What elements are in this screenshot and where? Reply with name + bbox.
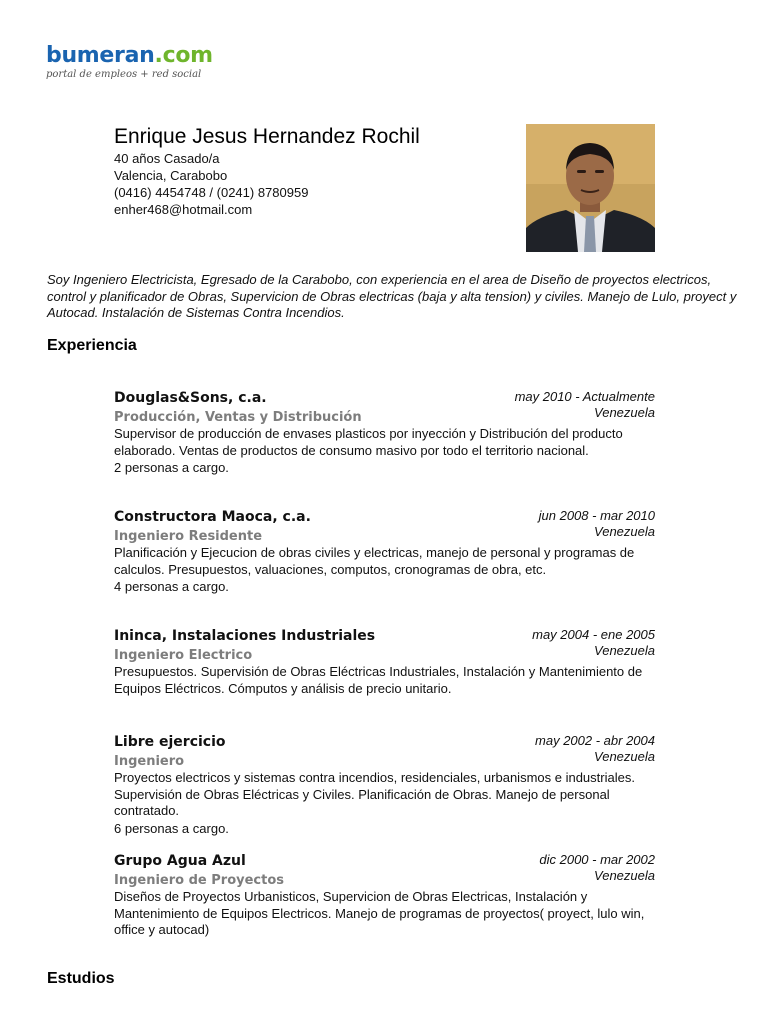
person-location: Valencia, Carabobo [114,168,228,183]
person-header [114,124,514,218]
logo-wordmark [46,44,213,68]
job-country: Venezuela [594,749,655,764]
job-role: Ingeniero Residente [114,529,263,544]
job-company: Ininca, Instalaciones Industriales [114,628,376,644]
job-country: Venezuela [594,868,655,883]
profile-photo-image [526,124,655,252]
section-title-experience: Experiencia [47,337,137,354]
job-entry [114,733,655,837]
person-email: enher468@hotmail.com [114,202,253,217]
person-age-status: 40 años Casado/a [114,151,220,166]
job-staff: 2 personas a cargo. [114,460,229,475]
job-entry [114,508,655,596]
job-role: Ingeniero [114,754,185,769]
job-role: Ingeniero de Proyectos [114,873,285,888]
job-description: Supervisor de producción de envases plasticos por inyección y Distribución del producto elaborado. Ventas de productos de consumo masivo por todo el territorio nacional. [114,426,623,458]
job-period: jun 2008 - mar 2010 [538,508,655,523]
job-country: Venezuela [594,405,655,420]
person-phone: (0416) 4454748 / (0241) 8780959 [114,185,309,200]
job-period: may 2004 - ene 2005 [532,627,655,642]
job-entry [114,627,655,697]
person-name: Enrique Jesus Hernandez Rochil [114,125,420,148]
logo-tagline: portal de empleos + red social [46,69,202,80]
section-title-education: Estudios [47,970,115,987]
job-description: Proyectos electricos y sistemas contra incendios, residenciales, urbanismos e industriales. Supervisión de Obras Eléctricas y Civiles. Planificación de Obras. Manejo de personal contratado. [114,770,635,818]
job-description: Planificación y Ejecucion de obras civiles y electricas, manejo de personal y programas de calculos. Presupuestos, valuaciones, computos, cronogramas de obra, etc. [114,545,635,577]
profile-photo [526,124,655,252]
logo-part-bumeran: bumeran [46,43,155,68]
job-period: dic 2000 - mar 2002 [539,852,655,867]
job-role: Producción, Ventas y Distribución [114,410,362,425]
bumeran-logo [46,44,213,81]
job-company: Libre ejercicio [114,734,226,750]
job-staff: 6 personas a cargo. [114,820,229,836]
job-period: may 2010 - Actualmente [514,389,655,404]
job-description: Diseños de Proyectos Urbanisticos, Supervicion de Obras Electricas, Instalación y Mantenimiento de Equipos Electricos. Manejo de programas de proyectos( proyect, lulo win, office y autocad) [114,889,645,937]
job-company: Douglas&Sons, c.a. [114,390,267,406]
job-staff: 4 personas a cargo. [114,579,229,594]
job-description: Presupuestos. Supervisión de Obras Eléctricas Industriales, Instalación y Mantenimiento de Equipos Eléctricos. Cómputos y análisis de precio unitario. [114,664,643,696]
job-role: Ingeniero Electrico [114,648,253,663]
job-company: Grupo Agua Azul [114,853,246,869]
job-company: Constructora Maoca, c.a. [114,509,311,525]
job-entry [114,852,655,939]
job-country: Venezuela [594,524,655,539]
job-entry [114,389,655,477]
job-country: Venezuela [594,643,655,658]
profile-summary: Soy Ingeniero Electricista, Egresado de la Carabobo, con experiencia en el area de Diseño de proyectos electricos, control y planificador de Obras, Supervicion de Obras electricas (baja y alta tension) y civiles. Manejo de Lulo, proyect y Autocad. Instalación de Sistemas Contra Incendios. [47,272,737,320]
job-period: may 2002 - abr 2004 [535,733,655,748]
logo-part-com: .com [154,43,213,68]
